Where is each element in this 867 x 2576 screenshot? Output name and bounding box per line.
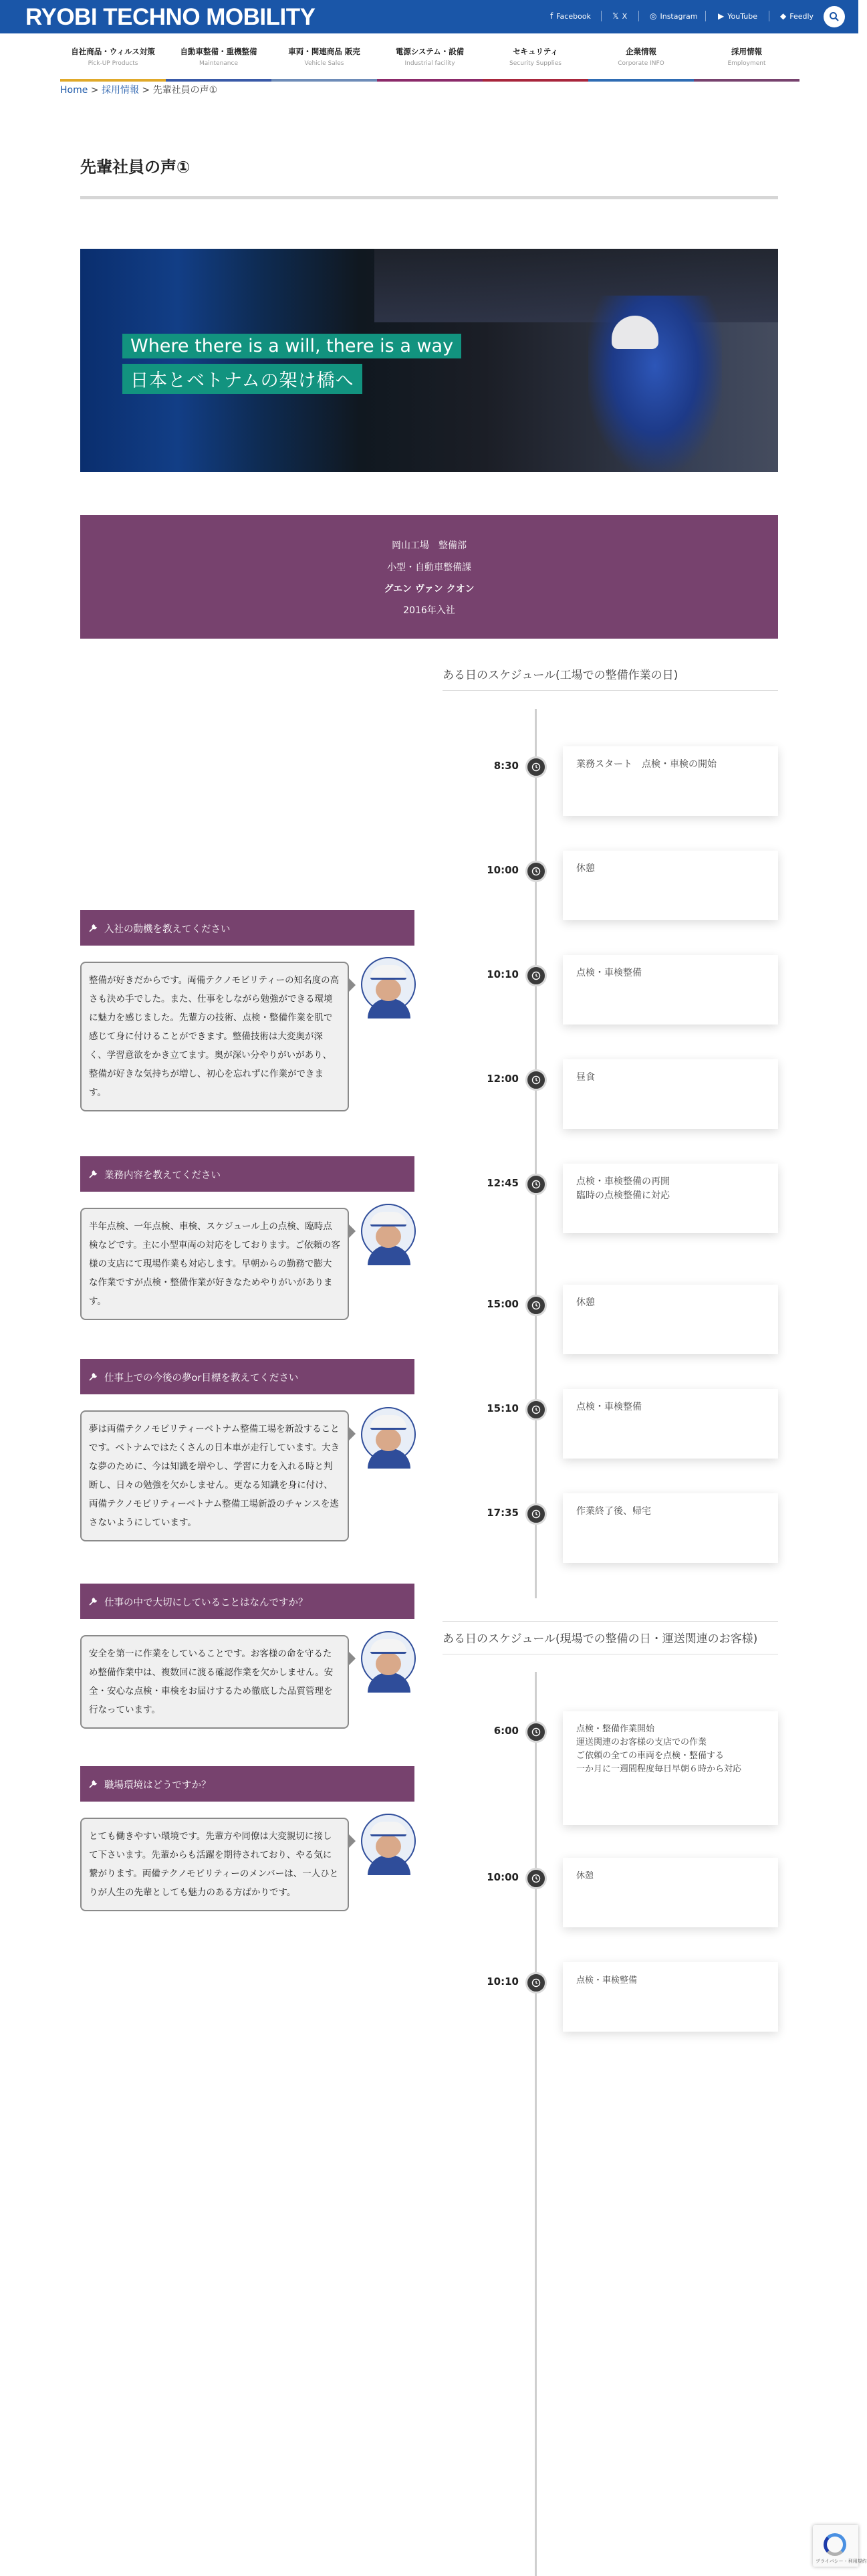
question-text: 入社の動機を教えてください <box>104 924 231 935</box>
social-label: Instagram <box>660 11 698 21</box>
question-text: 職場環境はどうですか？ <box>104 1780 211 1791</box>
breadcrumb <box>60 83 217 96</box>
schedule-text: 点検・車検整備 <box>576 1402 642 1412</box>
nav-sublabel: Pick-UP Products <box>88 60 138 67</box>
breadcrumb-separator: > <box>88 85 102 96</box>
schedule-card <box>563 851 778 920</box>
question-text: 業務内容を教えてください <box>104 1170 221 1181</box>
schedule-text: 業務スタート 点検・車検の開始 <box>576 759 717 770</box>
nav-underline <box>271 79 377 82</box>
schedule-time: 10:00 <box>487 1871 519 1883</box>
instagram-icon: ◎ <box>650 11 657 21</box>
breadcrumb-recruit-link[interactable]: 採用情報 <box>101 85 139 96</box>
schedule-time: 10:10 <box>487 1975 519 1988</box>
breadcrumb-separator: > <box>138 85 153 96</box>
answer-text: とても働きやすい環境です。先輩方や同僚は大変親切に接して下さいます。先輩からも活躍を期待されており、やる気に繋がります。両備テクノモビリティーのメンバーは、一人ひとりが人生の先輩としても魅力のある方ばかりです。 <box>89 1831 339 1898</box>
social-x-link[interactable] <box>612 11 627 21</box>
page-title: 先輩社員の声① <box>80 158 191 177</box>
social-feedly-link[interactable] <box>780 11 814 21</box>
clock-icon <box>525 1721 547 1743</box>
question-heading <box>80 1156 414 1192</box>
nav-sublabel: Corporate INFO <box>618 60 664 67</box>
clock-icon <box>525 965 547 986</box>
schedule-time: 10:10 <box>487 968 519 980</box>
schedule-text: 休憩 <box>576 863 595 874</box>
hero-tagline: Where there is a will, there is a way <box>122 334 461 358</box>
schedule-text: 作業終了後、帰宅 <box>576 1506 651 1517</box>
social-label: Facebook <box>556 11 591 21</box>
clock-icon <box>525 1503 547 1525</box>
clock-icon <box>525 756 547 778</box>
nav-underline <box>483 79 588 82</box>
profile-section: 小型・自動車整備課 <box>387 562 471 573</box>
nav-label: 自動車整備・重機整備 <box>180 47 257 56</box>
nav-item-security[interactable] <box>483 40 588 82</box>
schedule-time: 12:45 <box>487 1177 519 1189</box>
schedule-card <box>563 1164 778 1233</box>
wrench-icon <box>88 1597 98 1606</box>
nav-underline <box>588 79 694 82</box>
title-divider <box>80 196 778 199</box>
schedule-card <box>563 1493 778 1563</box>
nav-label: 採用情報 <box>731 47 762 56</box>
schedule-card <box>563 1059 778 1129</box>
feedly-icon: ◆ <box>780 11 787 21</box>
nav-item-maintenance[interactable] <box>166 40 271 82</box>
site-logo[interactable]: RYOBI TECHNO MOBILITY <box>25 4 316 30</box>
answer-bubble <box>80 1635 349 1729</box>
clock-icon <box>525 1868 547 1889</box>
social-label: X <box>622 11 628 21</box>
breadcrumb-home-link[interactable]: Home <box>60 85 88 96</box>
recaptcha-badge[interactable] <box>813 2525 867 2567</box>
schedule-card <box>563 746 778 816</box>
hero-subtagline: 日本とベトナムの架け橋へ <box>122 364 362 394</box>
x-icon: 𝕏 <box>612 11 619 21</box>
hero-image <box>80 249 778 472</box>
avatar <box>361 1407 416 1462</box>
schedule-time: 12:00 <box>487 1073 519 1085</box>
answer-text: 整備が好きだからです。両備テクノモビリティーの知名度の高さも決め手でした。また、仕事をしながら勉強ができる環境に魅力を感じました。先輩方の技術、点検・整備作業を肌で感じて身に付けることができます。整備技術は大変奥が深く、学習意欲をかき立てます。奥が深い分やりがいがあり、整備が好きな気持ちが増し、初心を忘れずに作業ができます。 <box>89 975 340 1098</box>
clock-icon <box>525 1174 547 1195</box>
nav-label: 自社商品・ウィルス対策 <box>71 47 155 56</box>
avatar <box>361 1631 416 1686</box>
divider <box>638 11 639 21</box>
employee-profile <box>80 515 778 639</box>
question-heading <box>80 1584 414 1619</box>
timeline-line <box>535 709 537 1598</box>
schedule-text: 点検・車検整備 <box>576 968 642 978</box>
top-bar <box>0 0 858 33</box>
answer-bubble <box>80 1410 349 1541</box>
profile-joined: 2016年入社 <box>403 605 455 616</box>
nav-item-products[interactable] <box>60 40 166 82</box>
divider <box>443 1621 778 1622</box>
nav-underline <box>377 79 483 82</box>
answer-bubble <box>80 962 349 1111</box>
nav-item-facility[interactable] <box>377 40 483 82</box>
schedule-card <box>563 1389 778 1459</box>
schedule-text: ご依頼の全ての車両を点検・整備する <box>576 1751 725 1761</box>
schedule-time: 17:35 <box>487 1507 519 1519</box>
breadcrumb-current: 先輩社員の声① <box>152 85 218 96</box>
schedule-text: 点検・整備作業開始 <box>576 1724 655 1734</box>
timeline-line <box>535 1672 537 2576</box>
clock-icon <box>525 1972 547 1994</box>
profile-name: グエン ヴァン クオン <box>384 584 475 595</box>
nav-label: セキュリティ <box>513 47 558 56</box>
hero-worker-figure <box>588 296 722 472</box>
nav-item-employment[interactable] <box>694 40 799 82</box>
profile-workplace: 岡山工場 整備部 <box>392 540 467 551</box>
schedule-text: 休憩 <box>576 1297 595 1308</box>
schedule-text: 昼食 <box>576 1072 595 1083</box>
question-heading <box>80 1766 414 1802</box>
answer-text: 半年点検、一年点検、車検、スケジュール上の点検、臨時点検などです。主に小型車両の対応をしております。ご依頼の客様の支店にて現場作業も対応します。早朝からの勤務で膨大な作業ですが点検・整備作業が好きなためやりがいがあります。 <box>89 1221 340 1307</box>
avatar <box>361 957 416 1012</box>
nav-label: 車両・関連商品 販売 <box>288 47 360 56</box>
schedule-card <box>563 955 778 1025</box>
nav-sublabel: Maintenance <box>199 60 238 67</box>
schedule-time: 8:30 <box>493 760 519 772</box>
schedule-text: 点検・車検整備の再開 <box>576 1176 670 1187</box>
question-heading <box>80 1359 414 1394</box>
search-icon <box>829 11 840 22</box>
schedule-card <box>563 1858 778 1927</box>
social-facebook-link[interactable] <box>550 11 591 21</box>
schedule-card <box>563 1711 778 1825</box>
avatar <box>361 1814 416 1868</box>
social-instagram-link[interactable] <box>650 11 697 21</box>
nav-sublabel: Industrial facility <box>404 60 455 67</box>
schedule-text: 臨時の点検整備に対応 <box>576 1190 670 1201</box>
schedule-text: 運送関連のお客様の支店での作業 <box>576 1737 707 1748</box>
schedule-text: 点検・車検整備 <box>576 1975 638 1985</box>
schedule-text: 一か月に一週間程度毎日早朝６時から対応 <box>576 1764 742 1775</box>
answer-bubble <box>80 1208 349 1320</box>
clock-icon <box>525 1069 547 1091</box>
clock-icon <box>525 1295 547 1316</box>
wrench-icon <box>88 924 98 933</box>
answer-text: 夢は両備テクノモビリティーベトナム整備工場を新設することです。ベトナムではたくさんの日本車が走行しています。大きな夢のために、今は知識を増やし、学習に力を入れる時と判断し、日々の勉強を欠かしません。更なる知識を身に付け、両備テクノモビリティーベトナム整備工場新設のチャンスを逃さないようにしています。 <box>89 1424 340 1528</box>
nav-underline <box>166 79 271 82</box>
nav-sublabel: Vehicle Sales <box>304 60 344 67</box>
schedule-card <box>563 1285 778 1354</box>
clock-icon <box>525 1399 547 1420</box>
wrench-icon <box>88 1780 98 1789</box>
divider <box>601 11 602 21</box>
main-nav <box>60 40 798 82</box>
nav-label: 企業情報 <box>626 47 656 56</box>
nav-sublabel: Security Supplies <box>509 60 562 67</box>
nav-item-vehicle-sales[interactable] <box>271 40 377 82</box>
clock-icon <box>525 861 547 882</box>
nav-underline <box>60 79 166 82</box>
wrench-icon <box>88 1372 98 1382</box>
question-text: 仕事の中で大切にしていることはなんですか？ <box>104 1598 308 1608</box>
schedule-card <box>563 1962 778 2032</box>
schedule-time: 15:10 <box>487 1402 519 1414</box>
social-label: YouTube <box>727 11 757 21</box>
schedule-time: 6:00 <box>493 1725 519 1737</box>
nav-label: 電源システム・設備 <box>395 47 465 56</box>
facebook-icon: f <box>550 11 553 21</box>
schedule-text: 休憩 <box>576 1871 594 1881</box>
recaptcha-label: プライバシー - 利用規約 <box>816 2559 867 2564</box>
answer-text: 安全を第一に作業をしていることです。お客様の命を守るため整備作業中は、複数回に渡る確認作業を欠かしません。安全・安心な点検・車検をお届けするため徹底した品質管理を行なっています。 <box>89 1648 334 1715</box>
search-button[interactable] <box>824 6 845 27</box>
schedule-heading-site: ある日のスケジュール(現場での整備の日・運送関連のお客様) <box>443 1629 778 1654</box>
nav-item-corporate[interactable] <box>588 40 694 82</box>
nav-underline <box>694 79 799 82</box>
avatar <box>361 1204 416 1259</box>
youtube-icon: ▶ <box>718 11 725 21</box>
schedule-heading-factory: ある日のスケジュール(工場での整備作業の日) <box>443 665 778 691</box>
question-heading <box>80 910 414 946</box>
schedule-time: 15:00 <box>487 1298 519 1310</box>
recaptcha-icon <box>824 2533 846 2556</box>
divider <box>705 11 706 21</box>
schedule-time: 10:00 <box>487 864 519 876</box>
wrench-icon <box>88 1170 98 1179</box>
social-youtube-link[interactable] <box>718 11 757 21</box>
social-label: Feedly <box>789 11 814 21</box>
question-text: 仕事上での今後の夢or目標を教えてください <box>104 1373 299 1384</box>
nav-sublabel: Employment <box>727 60 766 67</box>
answer-bubble <box>80 1818 349 1911</box>
